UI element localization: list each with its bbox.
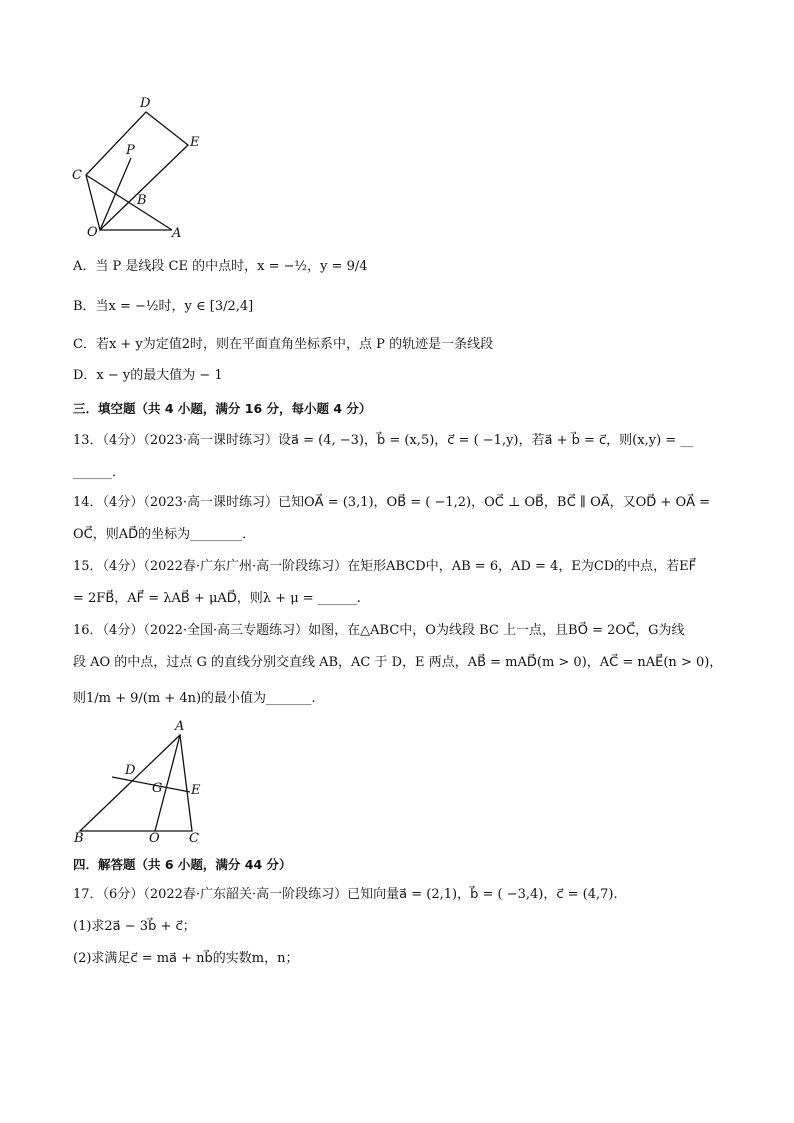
label-D: D xyxy=(140,96,151,111)
option-d: D．x − y的最大值为 − 1 xyxy=(73,368,223,383)
option-a: A．当 P 是线段 CE 的中点时，x = −½，y = 9/4 xyxy=(73,259,368,274)
option-c: C．若x + y为定值2时，则在平面直角坐标系中，点 P 的轨迹是一条线段 xyxy=(73,337,494,352)
q15-line1: 15．（4分）（2022春·广东广州·高一阶段练习）在矩形ABCD中，AB = 6，AD = 4，E为CD的中点，若EF⃗ xyxy=(73,559,697,574)
label-D2: D xyxy=(125,763,136,778)
triangle-ABC xyxy=(80,735,192,831)
q13-line2: ______． xyxy=(73,465,126,480)
label-O2: O xyxy=(149,831,160,846)
label-P: P xyxy=(126,143,135,158)
option-b: B．当x = −½时，y ∈ [3/2,4] xyxy=(73,299,254,314)
q17-part2: (2)求满足c⃗ = ma⃗ + nb⃗的实数m，n； xyxy=(73,951,299,966)
label-E: E xyxy=(190,135,200,150)
q14-line2: OC⃗，则AD⃗的坐标为________． xyxy=(73,527,256,542)
q17-line1: 17．（6分）（2022春·广东韶关·高一阶段练习）已知向量a⃗ = (2,1)，b⃗ = ( −3,4)，c⃗ = (4,7). xyxy=(73,887,618,902)
label-B: B xyxy=(137,193,147,208)
label-C2: C xyxy=(189,831,199,846)
label-A2: A xyxy=(175,719,185,734)
section4-heading: 四．解答题（共 6 小题，满分 44 分） xyxy=(73,857,292,872)
label-G2: G xyxy=(152,781,163,796)
q14-line1: 14．（4分）（2023·高一课时练习）已知OA⃗ = (3,1)，OB⃗ = ( −1,2)，OC⃗ ⊥ OB⃗，BC⃗ ∥ OA⃗，又OD⃗ + OA⃗ = xyxy=(73,495,711,510)
label-E2: E xyxy=(191,783,201,798)
label-C: C xyxy=(72,168,82,183)
q16-line2: 段 AO 的中点，过点 G 的直线分别交直线 AB，AC 于 D，E 两点，AB⃗ = mAD⃗(m > 0)，AC⃗ = nAE⃗(n > 0)， xyxy=(73,655,723,670)
label-O: O xyxy=(87,225,98,240)
label-A: A xyxy=(172,226,182,241)
q16-line3: 则1/m + 9/(m + 4n)的最小值为_______. xyxy=(73,691,316,706)
q13-line1: 13．（4分）（2023·高一课时练习）设a⃗ = (4, −3)，b⃗ = (x,5)，c⃗ = ( −1,y)，若a⃗ + b⃗ = c⃗，则(x,y) = __ xyxy=(73,433,694,448)
q17-part1: (1)求2a⃗ − 3b⃗ + c⃗； xyxy=(73,919,196,934)
label-B2: B xyxy=(74,831,84,846)
q16-line1: 16．（4分）（2022·全国·高三专题练习）如图，在△ABC中，O为线段 BC 上一点，且BO⃗ = 2OC⃗，G为线 xyxy=(73,623,685,638)
q15-line2: = 2FB⃗，AF⃗ = λAB⃗ + μAD⃗，则λ + μ = ______. xyxy=(73,591,361,606)
section3-heading: 三．填空题（共 4 小题，满分 16 分，每小题 4 分） xyxy=(73,401,372,416)
